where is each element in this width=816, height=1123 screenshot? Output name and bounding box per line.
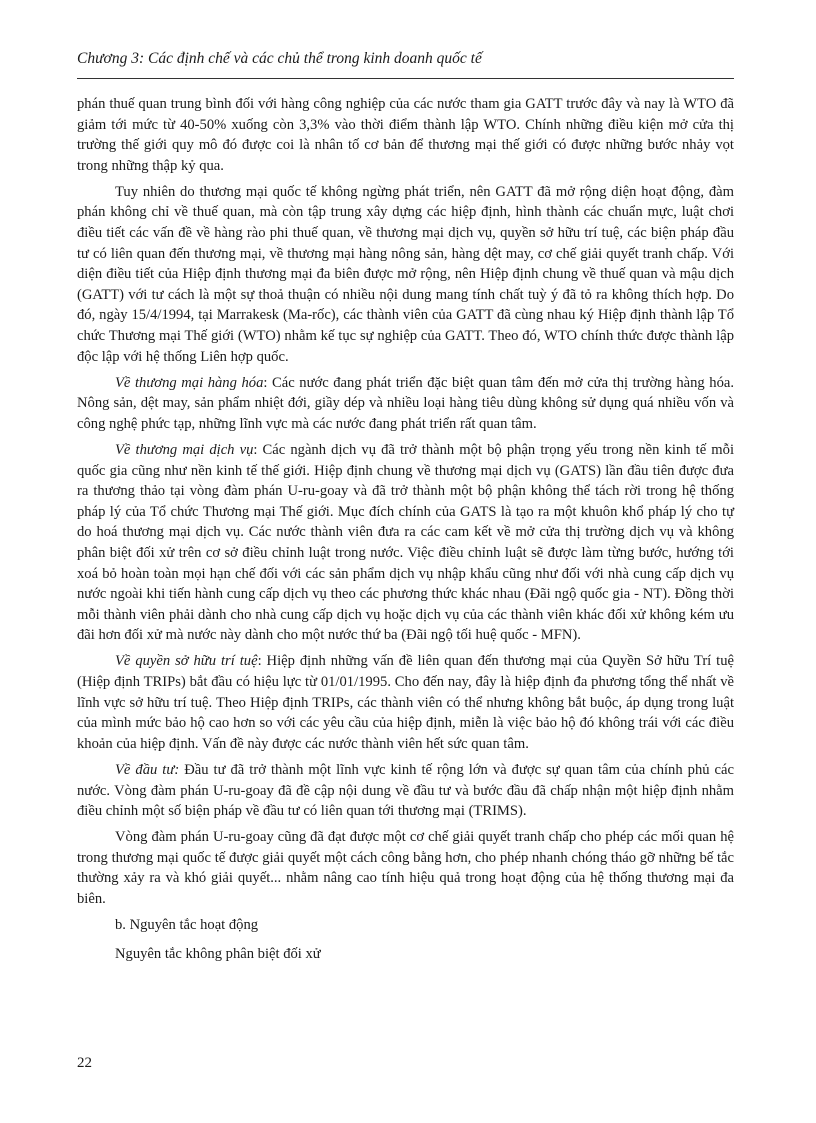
paragraph: Về đầu tư: Đầu tư đã trở thành một lĩnh vực kinh tế rộng lớn và được sự quan tâm của chính phủ các nước. Vòng đàm phán U-ru-goay đã đề cập nội dung về đầu tư và bước đầu đã chấp nhận một hiệp định nhằm điều chỉnh một số biện pháp về đầu tư có liên quan tới thương mại (TRIMS). [77, 761, 734, 820]
subsection-heading: Nguyên tắc không phân biệt đối xử [115, 945, 321, 962]
paragraph: Về quyền sở hữu trí tuệ: Hiệp định những vấn đề liên quan đến thương mại của Quyền Sở hữu Trí tuệ (Hiệp định TRIPs) bắt đầu có hiệu lực từ 01/01/1995. Cho đến nay, đây là hiệp định đa phương tổng thể nhất về lĩnh vực sở hữu trí tuệ. Theo Hiệp định TRIPs, các thành viên có thể nhưng không bắt buộc, áp dụng trong luật của mình mức bảo hộ cao hơn so với các yêu cầu của hiệp định, miễn là việc bảo hộ đó không trái với các điều khoản của hiệp định. Vấn đề này được các nước thành viên hết sức quan tâm. [77, 653, 734, 752]
paragraph: Vòng đàm phán U-ru-goay cũng đã đạt được một cơ chế giải quyết tranh chấp cho phép các mối quan hệ trong thương mại quốc tế được giải quyết một cách công bằng hơn, cho phép nhanh chóng tháo gỡ những bế tắc thường xảy ra và khó giải quyết... nhằm nâng cao tính hiệu quả trong hoạt động của hệ thống thương mại đa biên. [77, 829, 734, 907]
paragraph: Về thương mại dịch vụ: Các ngành dịch vụ đã trở thành một bộ phận trọng yếu trong nền kinh tế mỗi quốc gia cũng như nền kinh tế thế giới. Hiệp định chung về thương mại dịch vụ (GATS) lần đầu tiên được đưa ra thương thảo tại vòng đàm phán U-ru-goay và đã trở thành một bộ phận không thể tách rời trong hệ thống pháp lý của Tổ chức Thương mại Thế giới. Mục đích chính của GATS là tạo ra một khuôn khổ pháp lý cho tự do hoá thương mại dịch vụ. Các nước thành viên đưa ra các cam kết về mở cửa thị trường dịch vụ và không phân biệt đối xử trên cơ sở điều chỉnh luật trong nước. Việc điều chỉnh luật sẽ được làm từng bước, hướng tới xoá bỏ hoàn toàn mọi hạn chế đối với các sản phẩm dịch vụ nhập khẩu cũng như đối với nhà cung cấp dịch vụ nước ngoài khi tiến hành cung cấp dịch vụ theo các phương thức khác nhau (Đãi ngộ quốc gia - NT). Đồng thời mỗi thành viên phải dành cho nhà cung cấp dịch vụ hoặc dịch vụ của các thành viên khác đối xử không kém ưu đãi hơn đối xử mà nước này dành cho một nước thứ ba (Đãi ngộ tối huệ quốc - MFN). [77, 442, 734, 644]
paragraph-lead: Về thương mại hàng hóa [115, 374, 264, 391]
paragraph: Về thương mại hàng hóa: Các nước đang phát triển đặc biệt quan tâm đến mở cửa thị trường hàng hóa. Nông sản, dệt may, sản phẩm nhiệt đới, giầy dép và nhiều loại hàng tiêu dùng không sử dụng quá nhiều vốn và công nghệ phức tạp, những lĩnh vực mà các nước đang phát triển rất quan tâm. [77, 374, 735, 432]
section-heading: b. Nguyên tắc hoạt động [115, 917, 259, 934]
paragraph-lead: Về đầu tư: [115, 761, 180, 778]
paragraph-lead: Về thương mại dịch vụ [115, 442, 254, 458]
page-number: 22 [77, 1055, 92, 1071]
chapter-title: Chương 3: Các định chế và các chủ thể trong kinh doanh quốc tế [77, 50, 482, 67]
paragraph: phán thuế quan trung bình đối với hàng công nghiệp của các nước tham gia GATT trước đây và nay là WTO đã giảm tới mức từ 40-50% xuống còn 3,3% vào thời điểm thành lập WTO. Chính những điều kiện mở cửa thị trường thế giới quy mô đó được coi là nhân tố cơ bản để thương mại thế giới có được những bước nhảy vọt trong những thập kỷ qua. [77, 96, 734, 174]
body-text [77, 94, 734, 972]
paragraph: Tuy nhiên do thương mại quốc tế không ngừng phát triển, nên GATT đã mở rộng diện hoạt động, đàm phán không chỉ về thuế quan, mà còn tập trung xây dựng các hiệp định, hình thành các chuẩn mực, luật chơi điều tiết các vấn đề về hàng rào phi thuế quan, về thương mại dịch vụ, quyền sở hữu trí tuệ, các biện pháp đầu tư có liên quan đến thương mại, về thương mại hàng nông sản, hàng dệt may, cơ chế giải quyết tranh chấp. Với diện điều tiết của Hiệp định thương mại đa biên được mở rộng, nên Hiệp định chung về thuế quan và mậu dịch (GATT) với tư cách là một sự thoả thuận có nhiều nội dung mang tính chất tuỳ ý đã tỏ ra không thích hợp. Do đó, ngày 15/4/1994, tại Marrakesk (Ma-rốc), các thành viên của GATT đã cùng nhau ký Hiệp định thành lập Tổ chức Thương mại Thế giới (WTO) nhằm kế tục sự nghiệp của GATT. Theo đó, WTO chính thức được thành lập độc lập với hệ thống Liên hợp quốc. [77, 183, 734, 365]
running-header [77, 49, 734, 79]
paragraph-lead: Về quyền sở hữu trí tuệ [115, 653, 258, 670]
